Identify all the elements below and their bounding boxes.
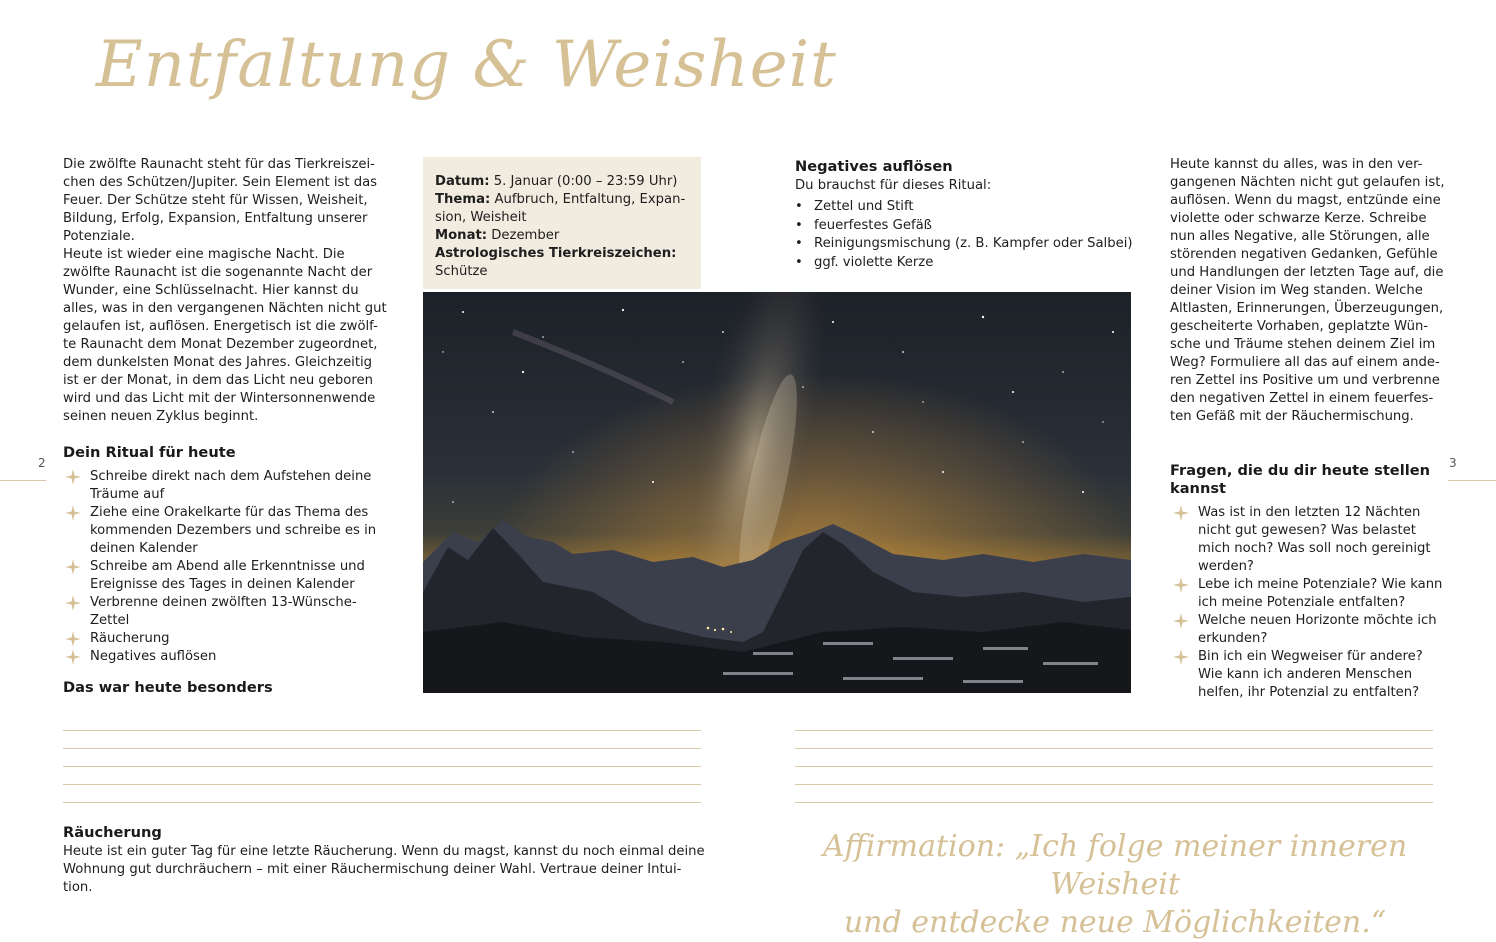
- intro-line: Potenziale.: [63, 229, 135, 244]
- info-month-value: Dezember: [487, 228, 560, 243]
- list-item: [63, 504, 393, 558]
- list-item-line: helfen, ihr Potenzial zu entfalten?: [1198, 685, 1420, 700]
- text-line: Weg? Formuliere all das auf einem ande-: [1170, 355, 1440, 370]
- list-item-line: erkunden?: [1198, 631, 1268, 646]
- list-item: [63, 594, 393, 630]
- intro-line: zwölfte Raunacht ist die sogenannte Nacht der: [63, 265, 373, 280]
- list-item-text: feuerfestes Gefäß: [814, 217, 932, 233]
- writing-line[interactable]: [63, 748, 701, 749]
- list-item-line: Schreibe direkt nach dem Aufstehen deine: [90, 469, 372, 484]
- intro-line: ist er der Monat, in dem das Licht neu geboren: [63, 373, 373, 388]
- list-item-line: Schreibe am Abend alle Erkenntnisse und: [90, 559, 365, 574]
- list-item: [795, 217, 1155, 236]
- sparkle-star-icon: [65, 631, 81, 647]
- materials-list: [795, 198, 1155, 272]
- info-theme-cont: sion, Weisheit: [435, 210, 527, 225]
- text-line: ren Zettel ins Positive um und verbrenne: [1170, 373, 1440, 388]
- affirmation: [790, 828, 1440, 942]
- info-sign-value: Schütze: [435, 264, 488, 279]
- info-date-value: 5. Januar (0:00 – 23:59 Uhr): [489, 174, 678, 189]
- bullet-icon: •: [795, 254, 803, 270]
- sparkle-star-icon: [1173, 505, 1189, 521]
- list-item: [795, 235, 1155, 254]
- affirmation-line: Affirmation: „Ich folge meiner inneren Weisheit: [822, 829, 1408, 902]
- list-item-line: mich noch? Was soll noch gereinigt: [1198, 541, 1431, 556]
- list-item: [63, 468, 393, 504]
- intro-line: Wunder, eine Schlüsselnacht. Hier kannst du: [63, 283, 359, 298]
- info-theme: [435, 191, 689, 209]
- intro-line: Heute ist wieder eine magische Nacht. Die: [63, 247, 345, 262]
- text-line: Altlasten, Erinnerungen, Überzeugungen,: [1170, 301, 1444, 316]
- intro-line: dem dunkelsten Monat des Jahres. Gleichzeitig: [63, 355, 373, 370]
- bullet-icon: •: [795, 199, 803, 214]
- writing-line[interactable]: [795, 748, 1433, 749]
- intro-line: wird und das Licht mit der Wintersonnenwende: [63, 391, 376, 406]
- list-item-text: Reinigungsmischung (z. B. Kampfer oder Salbei): [814, 236, 1133, 251]
- raeucherung-line: Wohnung gut durchräuchern – mit einer Räuchermischung deiner Wahl. Vertraue deiner Intui-: [63, 862, 682, 877]
- intro-line: Die zwölfte Raunacht steht für das Tierkreiszei-: [63, 157, 375, 172]
- questions-heading: [1170, 462, 1460, 498]
- raeucherung-line: Heute ist ein guter Tag für eine letzte Räucherung. Wenn du magst, kannst du noch einmal deine: [63, 844, 705, 859]
- sparkle-star-icon: [65, 595, 81, 611]
- intro-line: te Raunacht dem Monat Dezember zugeordnet,: [63, 337, 378, 352]
- info-date: [435, 173, 689, 191]
- questions-heading-line: Fragen, die du dir heute stellen: [1170, 462, 1430, 479]
- list-item: [1171, 504, 1461, 576]
- text-line: violette oder schwarze Kerze. Schreibe: [1170, 211, 1427, 226]
- list-item-line: deinen Kalender: [90, 541, 198, 556]
- text-line: Heute kannst du alles, was in den ver-: [1170, 157, 1423, 172]
- bullet-icon: •: [795, 236, 803, 251]
- photo-illustration: [423, 292, 1131, 693]
- intro-line: chen des Schützen/Jupiter. Sein Element ist das: [63, 175, 378, 190]
- list-item-line: Ziehe eine Orakelkarte für das Thema des: [90, 505, 369, 520]
- writing-line[interactable]: [795, 766, 1433, 767]
- raeucherung-line: tion.: [63, 880, 93, 895]
- writing-line[interactable]: [63, 766, 701, 767]
- list-item-text: ggf. violette Kerze: [814, 254, 934, 270]
- writing-line[interactable]: [63, 730, 701, 731]
- list-item: [795, 254, 1155, 273]
- sparkle-star-icon: [65, 505, 81, 521]
- writing-line[interactable]: [63, 784, 701, 785]
- info-sign-label: Astrologisches Tierkreiszeichen:: [435, 246, 677, 261]
- writing-line[interactable]: [795, 802, 1433, 803]
- writing-line[interactable]: [795, 784, 1433, 785]
- list-item-line: werden?: [1198, 559, 1254, 574]
- ritual-list: [63, 468, 393, 666]
- list-item-line: Lebe ich meine Potenziale? Wie kann: [1198, 577, 1443, 592]
- list-item-line: Wie kann ich anderen Menschen: [1198, 667, 1413, 682]
- page-number-left: 2: [38, 456, 46, 470]
- list-item-line: Träume auf: [90, 487, 165, 502]
- left-edge-rule: [0, 480, 46, 481]
- list-item: [795, 198, 1155, 217]
- text-line: den negativen Zettel in einem feuerfes-: [1170, 391, 1434, 406]
- list-item: [1171, 648, 1461, 702]
- text-line: gescheiterte Vorhaben, geplatzte Wün-: [1170, 319, 1429, 334]
- list-item-line: nicht gut gewesen? Was belastet: [1198, 523, 1416, 538]
- bullet-icon: •: [795, 217, 803, 233]
- info-month: [435, 227, 689, 245]
- list-item-line: Was ist in den letzten 12 Nächten: [1198, 505, 1421, 520]
- intro-line: Feuer. Der Schütze steht für Wissen, Weisheit,: [63, 193, 368, 208]
- list-item-line: Verbrenne deinen zwölften 13-Wünsche-: [90, 595, 357, 610]
- info-month-label: Monat:: [435, 228, 488, 243]
- list-item-line: Ereignisse des Tages in deinen Kalender: [90, 577, 355, 592]
- intro-line: alles, was in den vergangenen Nächten nicht gut: [63, 301, 387, 316]
- text-line: deiner Vision im Weg standen. Welche: [1170, 283, 1423, 298]
- questions-list: [1171, 504, 1461, 702]
- raeucherung-heading: Räucherung: [63, 824, 162, 841]
- milky-way-mountains-photo: [423, 292, 1131, 693]
- ritual-heading: Dein Ritual für heute: [63, 444, 236, 461]
- list-item: [1171, 612, 1461, 648]
- sparkle-star-icon: [1173, 577, 1189, 593]
- intro-line: gelaufen ist, auflösen. Energetisch ist die zwölf-: [63, 319, 378, 334]
- negatives-heading: Negatives auflösen: [795, 158, 953, 175]
- info-date-label: Datum:: [435, 174, 490, 189]
- info-theme-label: Thema:: [435, 192, 491, 207]
- text-line: gangenen Nächten nicht gut gelaufen ist,: [1170, 175, 1445, 190]
- affirmation-line: und entdecke neue Möglichkeiten.“: [843, 905, 1387, 940]
- list-item-line: Bin ich ein Wegweiser für andere?: [1198, 649, 1423, 664]
- info-theme-value: Aufbruch, Entfaltung, Expan-: [490, 192, 686, 207]
- sparkle-star-icon: [65, 559, 81, 575]
- negatives-intro: Du brauchst für dieses Ritual:: [795, 178, 992, 193]
- page-title: Entfaltung & Weisheit: [96, 28, 837, 102]
- page-number-right: 3: [1449, 456, 1457, 470]
- text-line: nun alles Negative, alle Störungen, alle: [1170, 229, 1430, 244]
- list-item-line: Negatives auflösen: [90, 649, 217, 664]
- list-item-line: Räucherung: [90, 631, 170, 646]
- writing-line[interactable]: [63, 802, 701, 803]
- info-box: [423, 157, 701, 289]
- text-line: auflösen. Wenn du magst, entzünde eine: [1170, 193, 1441, 208]
- list-item-line: Welche neuen Horizonte möchte ich: [1198, 613, 1437, 628]
- intro-line: seinen neuen Zyklus beginnt.: [63, 409, 259, 424]
- list-item: [63, 648, 393, 666]
- questions-heading-line: kannst: [1170, 480, 1226, 497]
- text-line: störenden negativen Gedanken, Gefühle: [1170, 247, 1438, 262]
- special-heading: Das war heute besonders: [63, 679, 273, 696]
- list-item-line: ich meine Potenziale entfalten?: [1198, 595, 1406, 610]
- list-item: [63, 630, 393, 648]
- list-item-text: Zettel und Stift: [814, 199, 914, 214]
- text-line: sche und Träume stehen deinem Ziel im: [1170, 337, 1436, 352]
- sparkle-star-icon: [1173, 613, 1189, 629]
- list-item: [63, 558, 393, 594]
- intro-text: [63, 156, 393, 426]
- list-item-line: kommenden Dezembers und schreibe es in: [90, 523, 377, 538]
- writing-line[interactable]: [795, 730, 1433, 731]
- text-line: und Handlungen der letzten Tage auf, die: [1170, 265, 1444, 280]
- list-item: [1171, 576, 1461, 612]
- raeucherung-text: [63, 843, 713, 897]
- right-column-text: [1170, 156, 1460, 426]
- sparkle-star-icon: [65, 649, 81, 665]
- text-line: ten Gefäß mit der Räuchermischung.: [1170, 409, 1414, 424]
- sparkle-star-icon: [1173, 649, 1189, 665]
- list-item-line: Zettel: [90, 613, 130, 628]
- intro-line: Bildung, Erfolg, Expansion, Entfaltung unserer: [63, 211, 368, 226]
- sparkle-star-icon: [65, 469, 81, 485]
